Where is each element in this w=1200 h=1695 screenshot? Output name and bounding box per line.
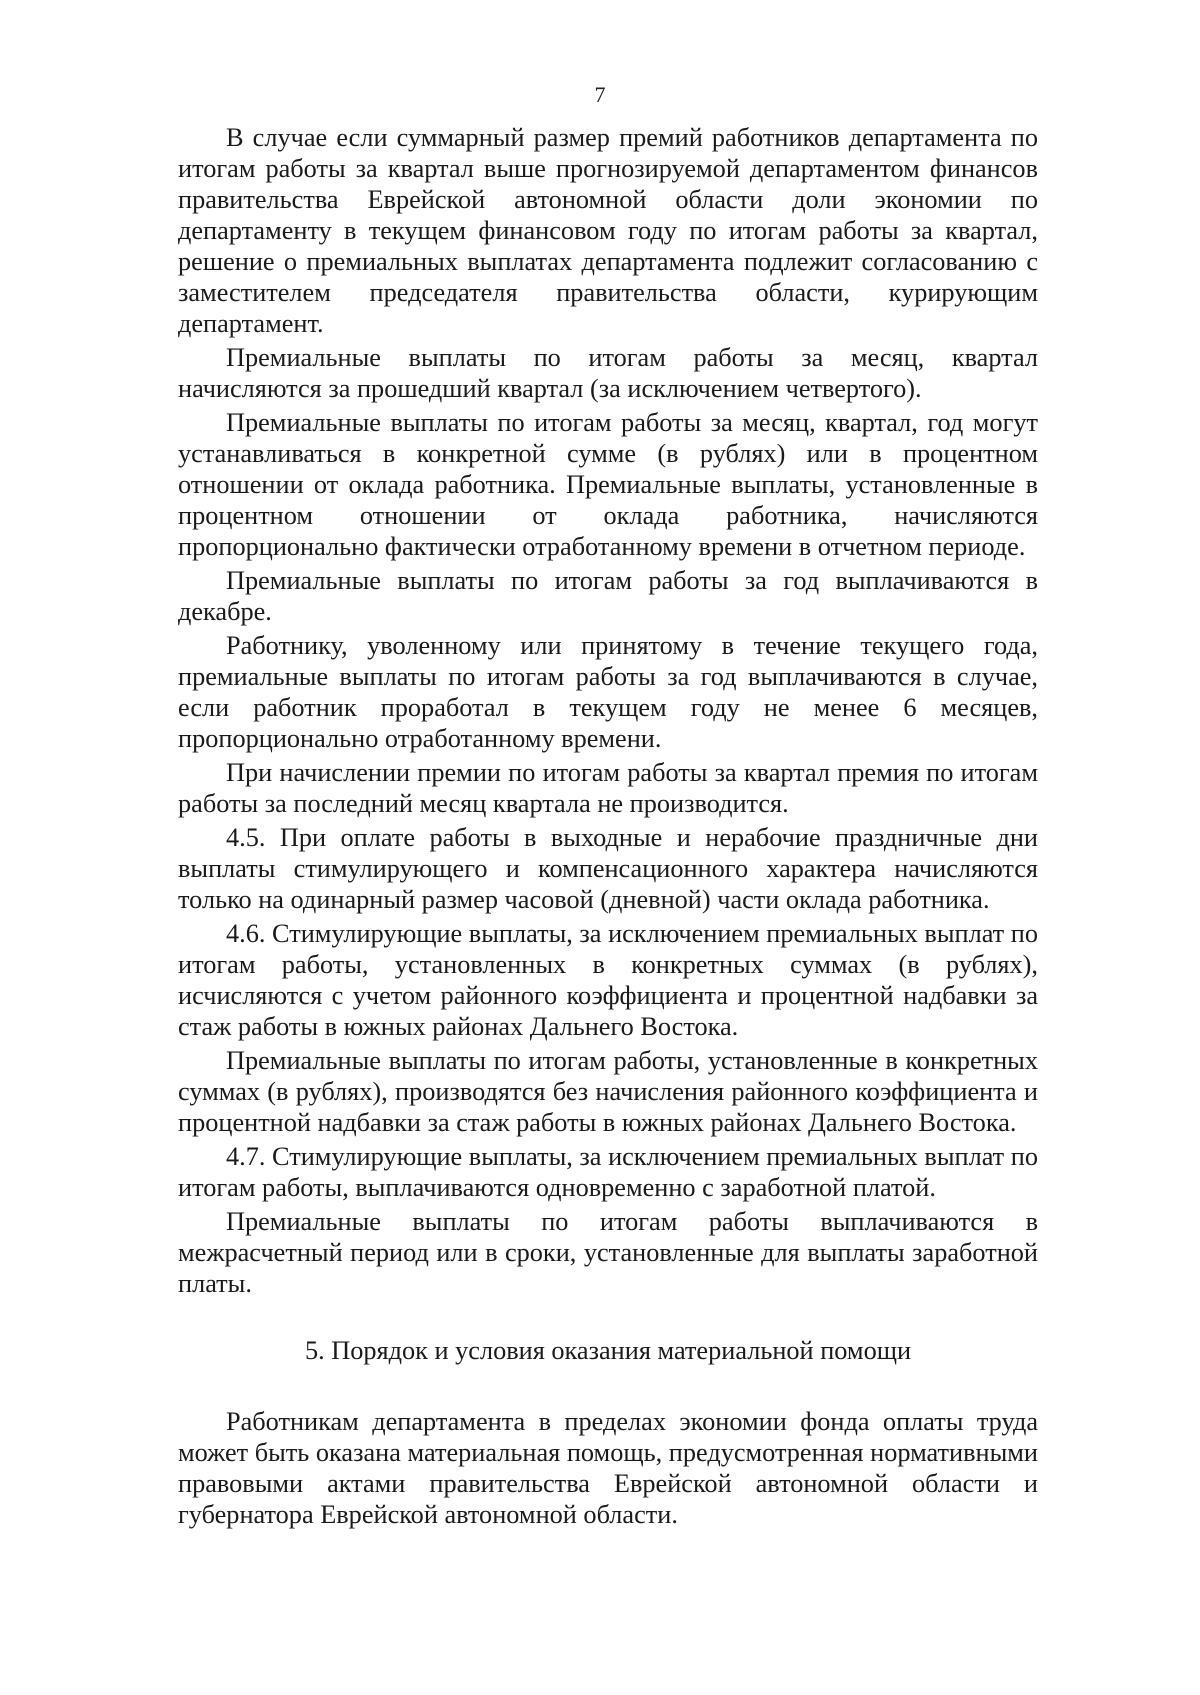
paragraph: Премиальные выплаты по итогам работы, установленные в конкретных суммах (в рублях), производятся без начисления районного коэффициента и процентной надбавки за стаж работы в южных районах Дальнего Востока. <box>178 1046 1038 1137</box>
section-5-paragraph: Работникам департамента в пределах экономии фонда оплаты труда может быть оказана материальная помощь, предусмотренная нормативными правовыми актами правительства Еврейской автономной области и губернатора Еврейской автономной области. <box>178 1407 1038 1529</box>
section-5-heading: 5. Порядок и условия оказания материальной помощи <box>304 1336 912 1365</box>
page-number: 7 <box>594 82 606 107</box>
paragraph-4-7: 4.7. Стимулирующие выплаты, за исключением премиальных выплат по итогам работы, выплачиваются одновременно с заработной платой. <box>178 1142 1038 1202</box>
paragraph: В случае если суммарный размер премий работников департамента по итогам работы за квартал выше прогнозируемой департаментом финансов правительства Еврейской автономной области доли экономии по департаменту в текущем финансовом году по итогам работы за квартал, решение о премиальных выплатах департамента подлежит согласованию с заместителем председателя правительства области, курирующим департамент. <box>178 123 1038 338</box>
paragraph: Премиальные выплаты по итогам работы за месяц, квартал начисляются за прошедший квартал (за исключением четвертого). <box>178 343 1038 403</box>
paragraph: Премиальные выплаты по итогам работы за месяц, квартал, год могут устанавливаться в конкретной сумме (в рублях) или в процентном отношении от оклада работника. Премиальные выплаты, установленные в процентном отношении от оклада работника, начисляются пропорционально фактически отработанному времени в отчетном периоде. <box>178 408 1038 561</box>
paragraph: Премиальные выплаты по итогам работы за год выплачиваются в декабре. <box>178 566 1038 626</box>
document-body <box>178 122 1038 1530</box>
paragraph: При начислении премии по итогам работы за квартал премия по итогам работы за последний месяц квартала не производится. <box>178 758 1038 818</box>
paragraph-4-5: 4.5. При оплате работы в выходные и нерабочие праздничные дни выплаты стимулирующего и компенсационного характера начисляются только на одинарный размер часовой (дневной) части оклада работника. <box>178 823 1038 914</box>
paragraph: Работнику, уволенному или принятому в течение текущего года, премиальные выплаты по итогам работы за год выплачиваются в случае, если работник проработал в текущем году не менее 6 месяцев, пропорционально отработанному времени. <box>178 631 1038 753</box>
paragraph-4-6: 4.6. Стимулирующие выплаты, за исключением премиальных выплат по итогам работы, установленных в конкретных суммах (в рублях), исчисляются с учетом районного коэффициента и процентной надбавки за стаж работы в южных районах Дальнего Востока. <box>178 919 1038 1041</box>
paragraph: Премиальные выплаты по итогам работы выплачиваются в межрасчетный период или в сроки, установленные для выплаты заработной платы. <box>178 1207 1038 1298</box>
